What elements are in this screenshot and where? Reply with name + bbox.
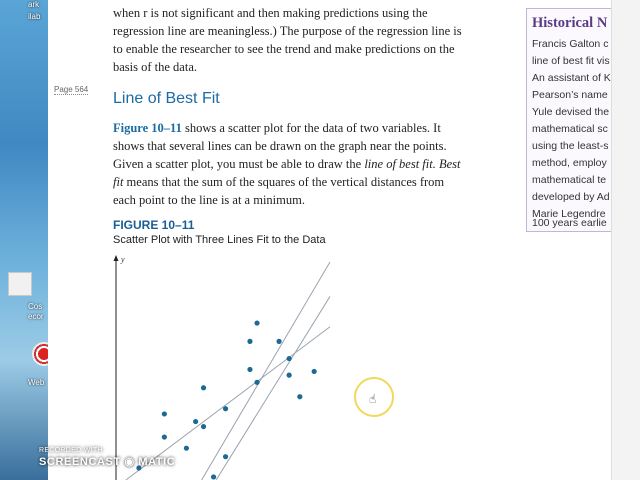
section-heading: Line of Best Fit <box>113 90 220 107</box>
data-point <box>193 419 198 424</box>
desktop-icon-cost-label[interactable]: Cos <box>28 302 43 311</box>
sidebar-line: Yule devised the <box>532 106 610 118</box>
italic-term: fit <box>113 175 124 189</box>
record-dot-icon: ◉ <box>124 456 135 468</box>
data-point <box>287 356 292 361</box>
fit-line-1 <box>202 262 330 480</box>
paragraph-line: regression line are meaningless.) The purpose of the regression line is <box>113 24 462 38</box>
text-span: Given a scatter plot, you must be able to draw the <box>113 157 365 171</box>
data-point <box>184 446 189 451</box>
page-marker-link[interactable]: Page 564 <box>54 85 89 94</box>
data-point <box>162 411 167 416</box>
hand-pointer-icon: ☝ <box>369 392 377 406</box>
watermark-line1: RECORDED WITH <box>39 447 103 454</box>
paragraph-line: each point to the line is at a minimum. <box>113 193 305 207</box>
watermark-brand: SCREENCAST <box>39 456 121 468</box>
data-point <box>276 339 281 344</box>
data-point <box>247 339 252 344</box>
data-point <box>223 406 228 411</box>
data-point <box>201 424 206 429</box>
sidebar-line: Francis Galton c <box>532 38 609 50</box>
sidebar-line: Pearson’s name <box>532 89 608 101</box>
sidebar-line: using the least-s <box>532 140 609 152</box>
data-point <box>211 474 216 479</box>
screencast-watermark <box>39 447 175 468</box>
data-point <box>312 369 317 374</box>
sidebar-line: mathematical sc <box>532 123 608 135</box>
paragraph-line: basis of the data. <box>113 60 198 74</box>
sidebar-title: Historical N <box>532 15 608 31</box>
sidebar-line: developed by Ad <box>532 191 610 203</box>
data-point <box>287 373 292 378</box>
y-axis-label: y <box>121 255 125 264</box>
desktop-icon-web-label[interactable]: Web <box>28 378 45 387</box>
data-point <box>254 380 259 385</box>
text-span: means that the sum of the squares of the vertical distances from <box>123 175 445 189</box>
sidebar-line: An assistant of K <box>532 72 611 84</box>
text-span: shows a scatter plot for the data of two variables. It <box>181 121 441 135</box>
fit-line-2 <box>216 296 330 480</box>
desktop-icon-top-label[interactable]: ark <box>28 0 40 9</box>
watermark-line2 <box>39 455 175 468</box>
data-point <box>201 385 206 390</box>
y-axis-arrow <box>114 255 119 261</box>
data-point <box>223 454 228 459</box>
paragraph-line: shows that several lines can be drawn on the graph near the points. <box>113 139 447 153</box>
sidebar-line: mathematical te <box>532 174 607 186</box>
data-point <box>254 320 259 325</box>
sidebar-line: line of best fit vis <box>532 55 610 67</box>
data-point <box>247 367 252 372</box>
paragraph-line: when r is not significant and then making predictions using the <box>113 6 428 20</box>
watermark-brand-2: MATIC <box>138 456 176 468</box>
sidebar-line: method, employ <box>532 157 607 169</box>
figure-label: FIGURE 10–11 <box>113 218 195 232</box>
desktop-icon-record-label[interactable]: ecor <box>28 312 44 321</box>
paragraph-line: to enable the researcher to see the trend and make predictions on the <box>113 42 455 56</box>
desktop-icon-2-label[interactable]: ilab <box>28 12 41 21</box>
figure-caption: Scatter Plot with Three Lines Fit to the Data <box>113 234 326 246</box>
sidebar-line: 100 years earlie <box>532 217 607 229</box>
data-point <box>297 394 302 399</box>
italic-term: line of best fit. Best <box>364 157 461 171</box>
figure-reference-link[interactable]: Figure 10–11 <box>113 121 182 135</box>
sidebar-line: Marie Legendre <box>532 208 606 220</box>
data-point <box>162 434 167 439</box>
